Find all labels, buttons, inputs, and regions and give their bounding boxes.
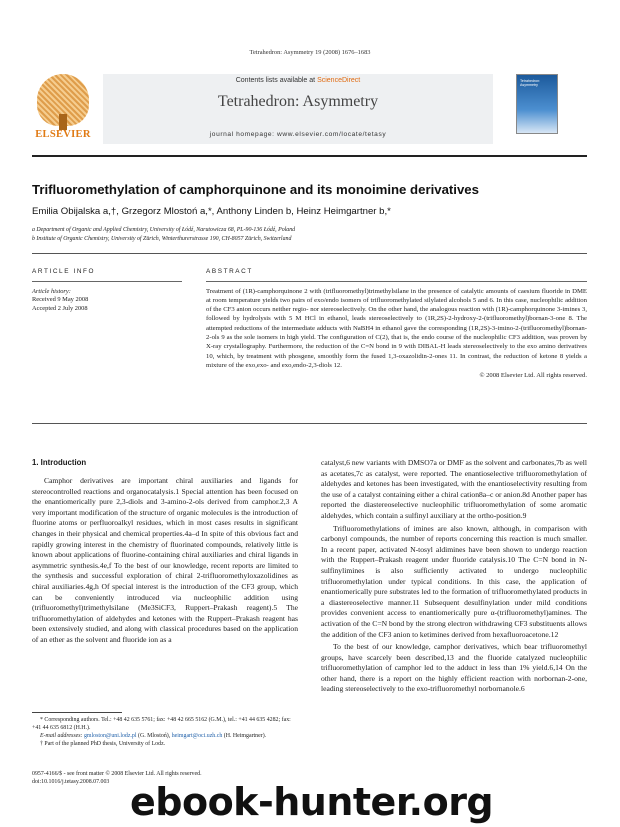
email-owner-heimgartner: (H. Heimgartner). [222,733,267,739]
intro-paragraph-3: Trifluoromethylations of imines are also known, although, in comparison with carbonyl compounds, the number of reports concerning this reaction is much smaller. In a recent paper, activated N-tosyl aldimines have been shown to undergo reaction with the Ruppert–Prakash reagent under fluoride catalysis.10 The C=N bond in N-sulfinylimines is also sufficiently activated to undergo nucleophilic trifluoromethylation under typical conditions. In this case, the application of enantiomerically pure substrates led to the formation of trifluoromethylated products in a diastereoselective manner.11 Subsequent desulfinylation under mild conditions provides convenient access to enantiomerically pure α-(trifluoromethyl)amines. The activation of the C=N bond by the strong electron withdrawing CF3 substituents allows the addition of the CF3 anion to ketimines derived from hexafluoroacetone.12 [321,523,587,639]
publisher-name: ELSEVIER [35,129,91,140]
tree-trunk-icon [59,114,67,130]
issn-line: 0957-4166/$ - see front matter © 2008 Elsevier Ltd. All rights reserved. [32,771,202,777]
email-note [32,732,298,740]
body-column-left [32,476,298,646]
abstract-heading: ABSTRACT [206,268,253,275]
journal-homepage[interactable]: journal homepage: www.elsevier.com/locate/tetasy [209,131,387,138]
copyright-notice: © 2008 Elsevier Ltd. All rights reserved. [479,372,587,380]
contents-line [103,77,493,84]
abstract-panel [206,268,587,379]
intro-paragraph-4: To the best of our knowledge, camphor derivatives, which bear trifluoromethyl groups, have scarcely been described,13 and the fluoride catalyzed nucleophilic trifluoromethylation of camphor led to the adduct in less than 1% yield.6,14 On the other hand, there is a report on the highly efficient reaction with norbornan-2-one, leading stereoselectively to the exo-trifluoromethyl norbornanole.6 [321,642,587,694]
cover-title: Tetrahedron: Asymmetry [520,79,541,88]
history-label: Article history: [32,287,71,295]
intro-paragraph-1: Camphor derivatives are important chiral auxiliaries and ligands for stereocontrolled reactions and organocatalysis.1 Special attention has been focused on the enantiomerically pure 2,3-diols and 3-amino-2-ols derived from camphor.2,3 A very important modification of the structure of organic molecules is the introduction of fluorine atoms or perfluoroalkyl residues, which in most cases results in significant changes in their physical and chemical properties.4a–d In spite of this obvious fact and rapidly growing interest in the chemistry of fluorinated compounds, relatively little is known about applications of fluorine-containing chiral auxiliaries and chiral ligands in asymmetric synthesis.4e,f To the best of our knowledge, recent reports are limited to the synthesis and successful exploration of chiral 2-trifluoromethyloxazolidines as chiral auxiliaries.4g,h Of special interest is the introduction of the CF3 group, which can be conveniently introduced via nucleophilic addition using (trifluoromethyl)trimethylsilane (Me3SiCF3, Ruppert–Prakash reagent).5 The trifluoromethylation of aldehydes and ketones with the Ruppert–Prakash reagent has been extensively studied, and along with classical procedures based on the application of an ether as the solvent and fluoride ion as a [32,476,298,644]
abstract-bottom-divider [32,423,587,424]
article-info-panel [32,268,182,313]
affiliations [32,226,592,244]
corresponding-author-note: * Corresponding authors. Tel.: +48 42 635 5761; fax: +48 42 665 5162 (G.M.), tel.: +41 44 635 4282; fax: +41 44 635 6812 (H.H.). [32,717,291,731]
body-column-right [321,458,587,695]
received-date: Received 9 May 2008 [32,296,89,304]
journal-name: Tetrahedron: Asymmetry [217,93,379,110]
sciencedirect-link[interactable]: ScienceDirect [317,77,361,84]
masthead-divider [32,155,587,157]
article-info-heading: ARTICLE INFO [32,268,96,275]
email-link-mloston[interactable]: gmloston@uni.lodz.pl [83,733,137,739]
footnote-divider [32,712,122,713]
running-head: Tetrahedron: Asymmetry 19 (2008) 1676–1683 [249,49,371,56]
elsevier-logo [32,74,94,144]
affiliation-a: a Department of Organic and Applied Chemistry, University of Łódź, Narutowicza 68, PL-90-136 Łódź, Poland [32,227,296,233]
article-title: Trifluoromethylation of camphorquinone and its monoimine derivatives [32,182,479,197]
contents-prefix: Contents lists available at [235,77,318,84]
affiliation-divider [32,253,587,254]
watermark-text: ebook-hunter.org [130,780,494,824]
article-info-divider [32,281,182,282]
affiliation-b: b Institute of Organic Chemistry, University of Zürich, Winterthurerstrasse 190, CH-8057 Zürich, Switzerland [32,236,292,242]
email-label: E-mail addresses: [40,733,84,739]
intro-paragraph-2: catalyst,6 new variants with DMSO7a or DMF as the solvent and carbonates,7b as well as acetates,7c as catalyst, were reported. The enantioselective trifluoromethylation of aldehydes and ketones has been investigated, with the enantioselectivity resulting from the use of a catalyst containing either a chiral cation8a–c or anion.8d Another paper has reported the diastereoselective nucleophilic trifluoromethylation of some aromatic aldehydes, which contain a sulfinyl auxiliary at the ortho-position.9 [321,458,587,520]
journal-banner [103,74,493,144]
article-history [32,288,182,314]
abstract-text: Treatment of (1R)-camphorquinone 2 with (trifluoromethyl)trimethylsilane in the presence of catalytic amounts of caesium fluoride in DME at room temperature yields two pairs of exo/endo isomers of trifluoromethylated silylated alcohols 5 and 6. In this case, nucleophilic addition of the CF3 anion occurs neither regio- nor stereoselectively. On the other hand, the analogous reaction with (1R)-camphorquinone 3-imines 3, followed by hydrolysis with 5 M HCl in ethanol, leads stereoselectively to (1R,2S)-2-hydroxy-2-(trifluoromethyl)bornan-3-one 8. The attempted reductions of the intermediate adducts with NaBH4 in ethanol gave the corresponding (1R,2S)-3-imino-2-(trifluoromethyl)bornan-2-ols 9 as the sole isomers in high yield. The configuration of C(2), that is, the endo course of the nucleophilic CF3 addition, was proven by X-ray crystallography. Furthermore, the reduction of the C=N bond in 9 with DIBAL-H leads stereoselectively to the exo amino derivatives 10, which, by treatment with phosgene, smoothly form the fused 1,3-oxazolidin-2-ones 11. In contrast, the reduction of ketone 8 yields a mixture of the exo,exo- and exo,endo-2,3-diols 12. [206,287,587,369]
introduction-heading: 1. Introduction [32,458,87,467]
email-link-heimgartner[interactable]: heimgart@oci.uzh.ch [171,733,223,739]
journal-masthead [32,74,586,152]
doi-line[interactable]: doi:10.1016/j.tetasy.2008.07.003 [32,779,110,785]
journal-cover-image [516,74,558,134]
email-owner-mloston: (G. Mlostoń), [136,733,172,739]
abstract-divider [206,281,587,282]
accepted-date: Accepted 2 July 2008 [32,304,88,312]
dagger-note: † Part of the planned PhD thesis, University of Lodz. [40,741,166,747]
footnotes [32,716,298,748]
author-list: Emilia Obijalska a,†, Grzegorz Mlostoń a,*, Anthony Linden b, Heinz Heimgartner b,* [32,206,391,217]
